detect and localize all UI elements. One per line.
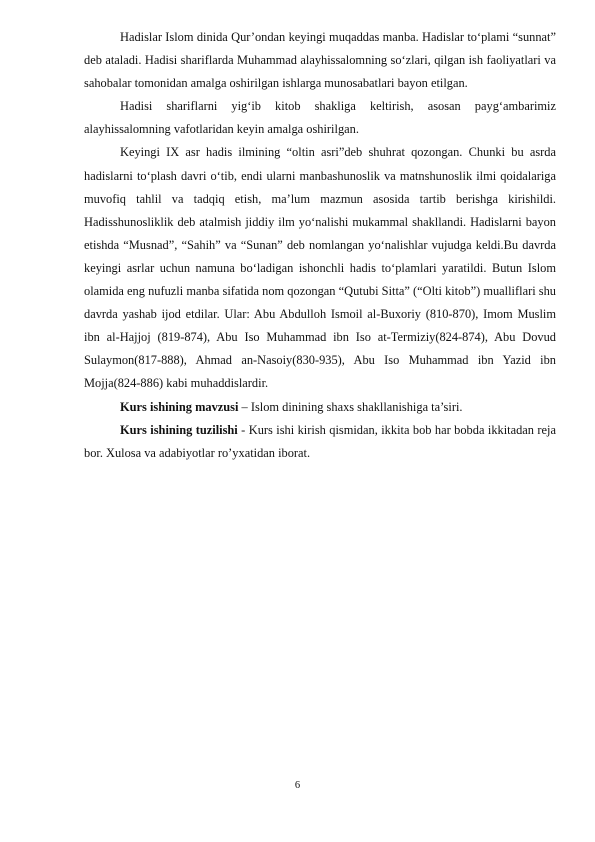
course-structure-label: Kurs ishining tuzilishi bbox=[120, 422, 238, 437]
paragraph-hadis-collection bbox=[84, 95, 556, 141]
course-topic-text: – Islom dinining shaxs shakllanishiga ta’siri. bbox=[238, 399, 463, 414]
paragraph-course-structure bbox=[84, 419, 556, 465]
document-page bbox=[84, 26, 556, 465]
page-number: 6 bbox=[294, 780, 301, 791]
paragraph-text: Keyingi IX asr hadis ilmining “oltin asri”deb shuhrat qozongan. Chunki bu asrda hadislarni to‘plash davri o‘tib, endi ularni manbashunoslik va matnshunoslik ilmi qoidalariga muvofiq tahlil va tadqiq etish, ma’lum mazmun asosida tartib berishga kirishildi. Hadisshunosliklik deb atalmish jiddiy ilm yo‘nalishi mukammal shakllandi. Hadislarni bayon etishda “Musnad”, “Sahih” va “Sunan” deb nomlangan yo‘nalishlar vujudga keldi.Bu davrda keyingi asrlar uchun namuna bo‘ladigan ishonchli hadis to‘plamlari yaratildi. Butun Islom olamida eng nufuzli manba sifatida nom qozongan “Qutubi Sitta” (“Olti kitob”) mualliflari shu davrda yashab ijod etdilar. Ular: Abu Abdulloh Ismoil al-Buxoriy (810-870), Imom Muslim ibn al-Hajjoj (819-874), Abu Iso Muhammad ibn Iso at-Termiziy(824-874), Abu Dovud Sulaymon(817-888), Ahmad an-Nasoiy(830-935), Abu Iso Muhammad ibn Yazid ibn Mojja(824-886) kabi muhaddislardir. bbox=[84, 145, 556, 391]
paragraph-golden-age bbox=[84, 141, 556, 395]
course-structure-text: - Kurs ishi kirish qismidan, ikkita bob har bobda ikkitadan reja bor. Xulosa va adabiyotlar ro’yxatidan iborat. bbox=[84, 422, 556, 460]
paragraph-course-topic bbox=[84, 396, 556, 419]
paragraph-text: Hadislar Islom dinida Qur’ondan keyingi muqaddas manba. Hadislar to‘plami “sunnat” deb ataladi. Hadisi shariflarda Muhammad alayhissalomning so‘zlari, qilgan ish faoliyatlari va sahobalar tomonidan amalga oshirilgan ishlarga munosabatlari bayon etilgan. bbox=[84, 30, 556, 91]
course-topic-label: Kurs ishining mavzusi bbox=[120, 399, 239, 414]
paragraph-hadislar-intro bbox=[84, 26, 556, 95]
paragraph-text: Hadisi shariflarni yig‘ib kitob shakliga keltirish, asosan payg‘ambarimiz alayhissalomning vafotlaridan keyin amalga oshirilgan. bbox=[84, 99, 556, 137]
